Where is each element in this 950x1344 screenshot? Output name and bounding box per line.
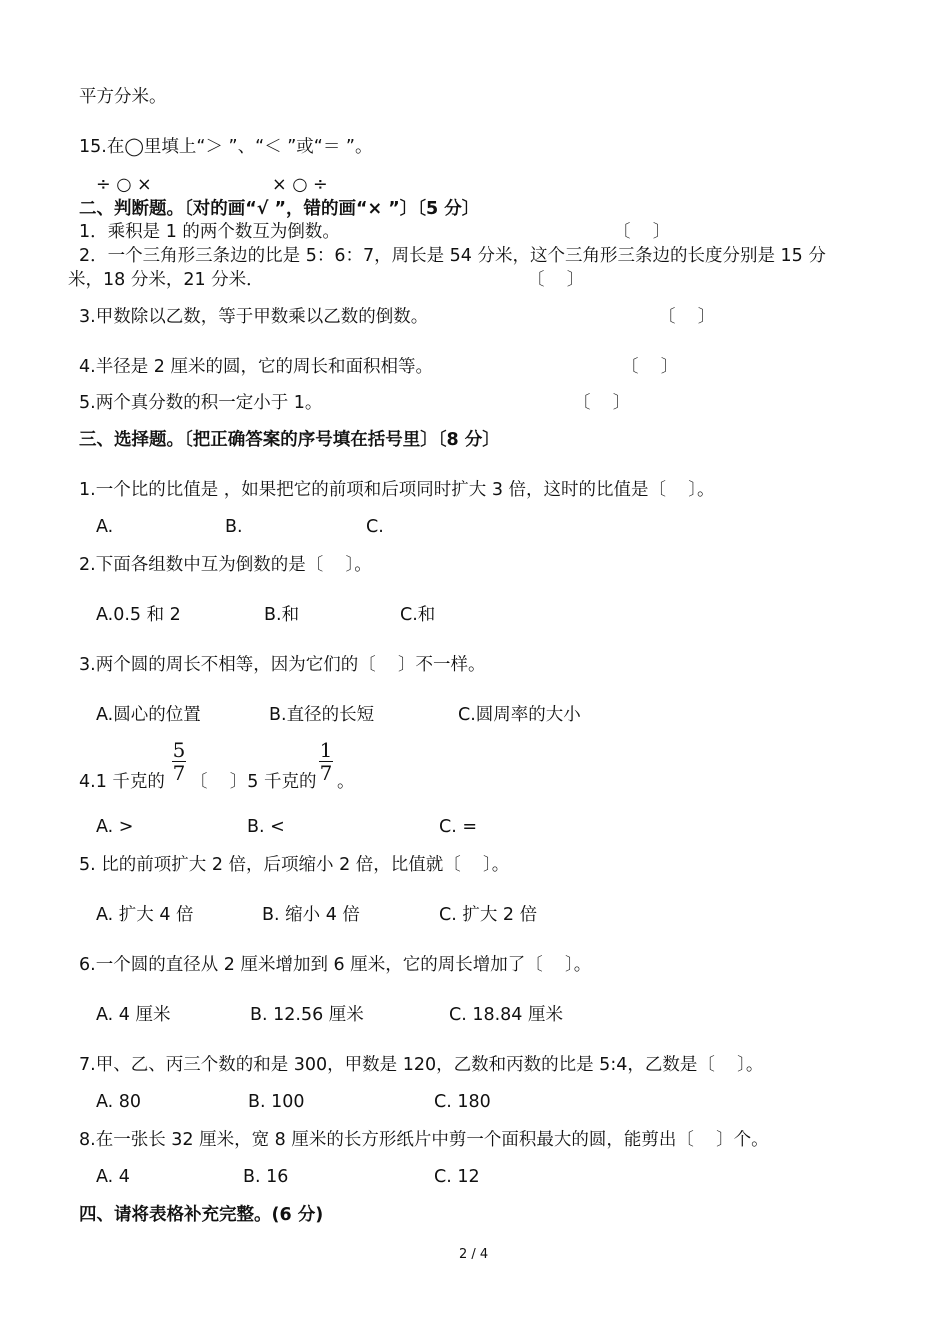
option-c[interactable]: C. 扩大 2 倍 xyxy=(439,905,538,925)
option-c[interactable]: C. xyxy=(366,517,384,537)
section-4-title: 四、请将表格补充完整。(6 分) xyxy=(79,1205,324,1225)
answer-bracket[interactable]: 〔 〕 xyxy=(527,270,585,290)
option-c[interactable]: C. 18.84 厘米 xyxy=(449,1005,564,1025)
option-a[interactable]: A. 80 xyxy=(96,1092,142,1112)
option-a[interactable]: A. 4 厘米 xyxy=(96,1005,171,1025)
answer-bracket[interactable]: 〔 〕 xyxy=(573,393,631,413)
option-a[interactable]: A. 扩大 4 倍 xyxy=(96,905,194,925)
choice-4-part2: 〔 〕5 千克的 xyxy=(190,772,317,792)
option-b[interactable]: B. 16 xyxy=(243,1167,289,1187)
answer-bracket[interactable]: 〔 〕 xyxy=(621,357,679,377)
option-b[interactable]: B.直径的长短 xyxy=(269,705,375,725)
choice-4-part3: 。 xyxy=(337,772,355,792)
choice-6: 6.一个圆的直径从 2 厘米增加到 6 厘米，它的周长增加了〔 〕。 xyxy=(79,955,592,975)
judge-1: 1．乘积是 1 的两个数互为倒数。 xyxy=(79,222,340,242)
judge-2-cont: 米，18 分米，21 分米． xyxy=(68,270,264,290)
answer-bracket[interactable]: 〔 〕 xyxy=(613,222,671,242)
judge-5: 5.两个真分数的积一定小于 1。 xyxy=(79,393,323,413)
choice-2: 2.下面各组数中互为倒数的是〔 〕。 xyxy=(79,555,372,575)
fraction-numerator: 5 xyxy=(172,738,186,762)
compare-left: ÷ ○ × xyxy=(96,175,152,195)
option-c[interactable]: C.和 xyxy=(400,605,436,625)
fraction-denominator: 7 xyxy=(172,761,186,785)
choice-4-part1: 4.1 千克的 xyxy=(79,772,165,792)
option-b[interactable]: B. 100 xyxy=(248,1092,305,1112)
compare-right: × ○ ÷ xyxy=(272,175,328,195)
option-a[interactable]: A.圆心的位置 xyxy=(96,705,201,725)
judge-3: 3.甲数除以乙数，等于甲数乘以乙数的倒数。 xyxy=(79,307,429,327)
option-a[interactable]: A. xyxy=(96,517,114,537)
choice-7: 7.甲、乙、丙三个数的和是 300，甲数是 120，乙数和丙数的比是 5:4，乙数是〔 〕。 xyxy=(79,1055,764,1075)
fraction-numerator: 1 xyxy=(319,738,333,762)
option-c[interactable]: C. 12 xyxy=(434,1167,480,1187)
section-3-title: 三、选择题。〔把正确答案的序号填在括号里〕〔8 分〕 xyxy=(79,430,500,450)
option-b[interactable]: B. 12.56 厘米 xyxy=(250,1005,364,1025)
question-15: 15.在◯里填上“＞ ”、“＜ ”或“＝ ”。 xyxy=(79,137,373,157)
choice-8: 8.在一张长 32 厘米，宽 8 厘米的长方形纸片中剪一个面积最大的圆，能剪出〔 〕个。 xyxy=(79,1130,769,1150)
section-2-title: 二、判断题。〔对的画“√ ”，错的画“× ”〕〔5 分〕 xyxy=(79,199,480,219)
judge-2: 2．一个三角形三条边的比是 5：6：7，周长是 54 分米，这个三角形三条边的长度分别是 15 分 xyxy=(79,246,826,266)
option-b[interactable]: B. 缩小 4 倍 xyxy=(262,905,360,925)
choice-5: 5. 比的前项扩大 2 倍，后项缩小 2 倍，比值就〔 〕。 xyxy=(79,855,510,875)
answer-bracket[interactable]: 〔 〕 xyxy=(658,307,716,327)
option-c[interactable]: C.圆周率的大小 xyxy=(458,705,581,725)
fraction-one-seventh xyxy=(317,739,335,784)
judge-4: 4.半径是 2 厘米的圆，它的周长和面积相等。 xyxy=(79,357,433,377)
fraction-denominator: 7 xyxy=(319,761,333,785)
option-c[interactable]: C. = xyxy=(439,817,478,837)
option-a[interactable]: A. 4 xyxy=(96,1167,130,1187)
option-a[interactable]: A.0.5 和 2 xyxy=(96,605,181,625)
option-a[interactable]: A. > xyxy=(96,817,134,837)
page-number: 2 / 4 xyxy=(459,1247,489,1262)
fraction-five-sevenths xyxy=(170,739,188,784)
choice-1: 1.一个比的比值是 ，如果把它的前项和后项同时扩大 3 倍，这时的比值是〔 〕。 xyxy=(79,480,715,500)
option-b[interactable]: B. xyxy=(225,517,243,537)
choice-3: 3.两个圆的周长不相等，因为它们的〔 〕不一样。 xyxy=(79,655,486,675)
text-line: 平方分米。 xyxy=(79,87,167,107)
option-c[interactable]: C. 180 xyxy=(434,1092,491,1112)
option-b[interactable]: B.和 xyxy=(264,605,300,625)
option-b[interactable]: B. < xyxy=(247,817,285,837)
